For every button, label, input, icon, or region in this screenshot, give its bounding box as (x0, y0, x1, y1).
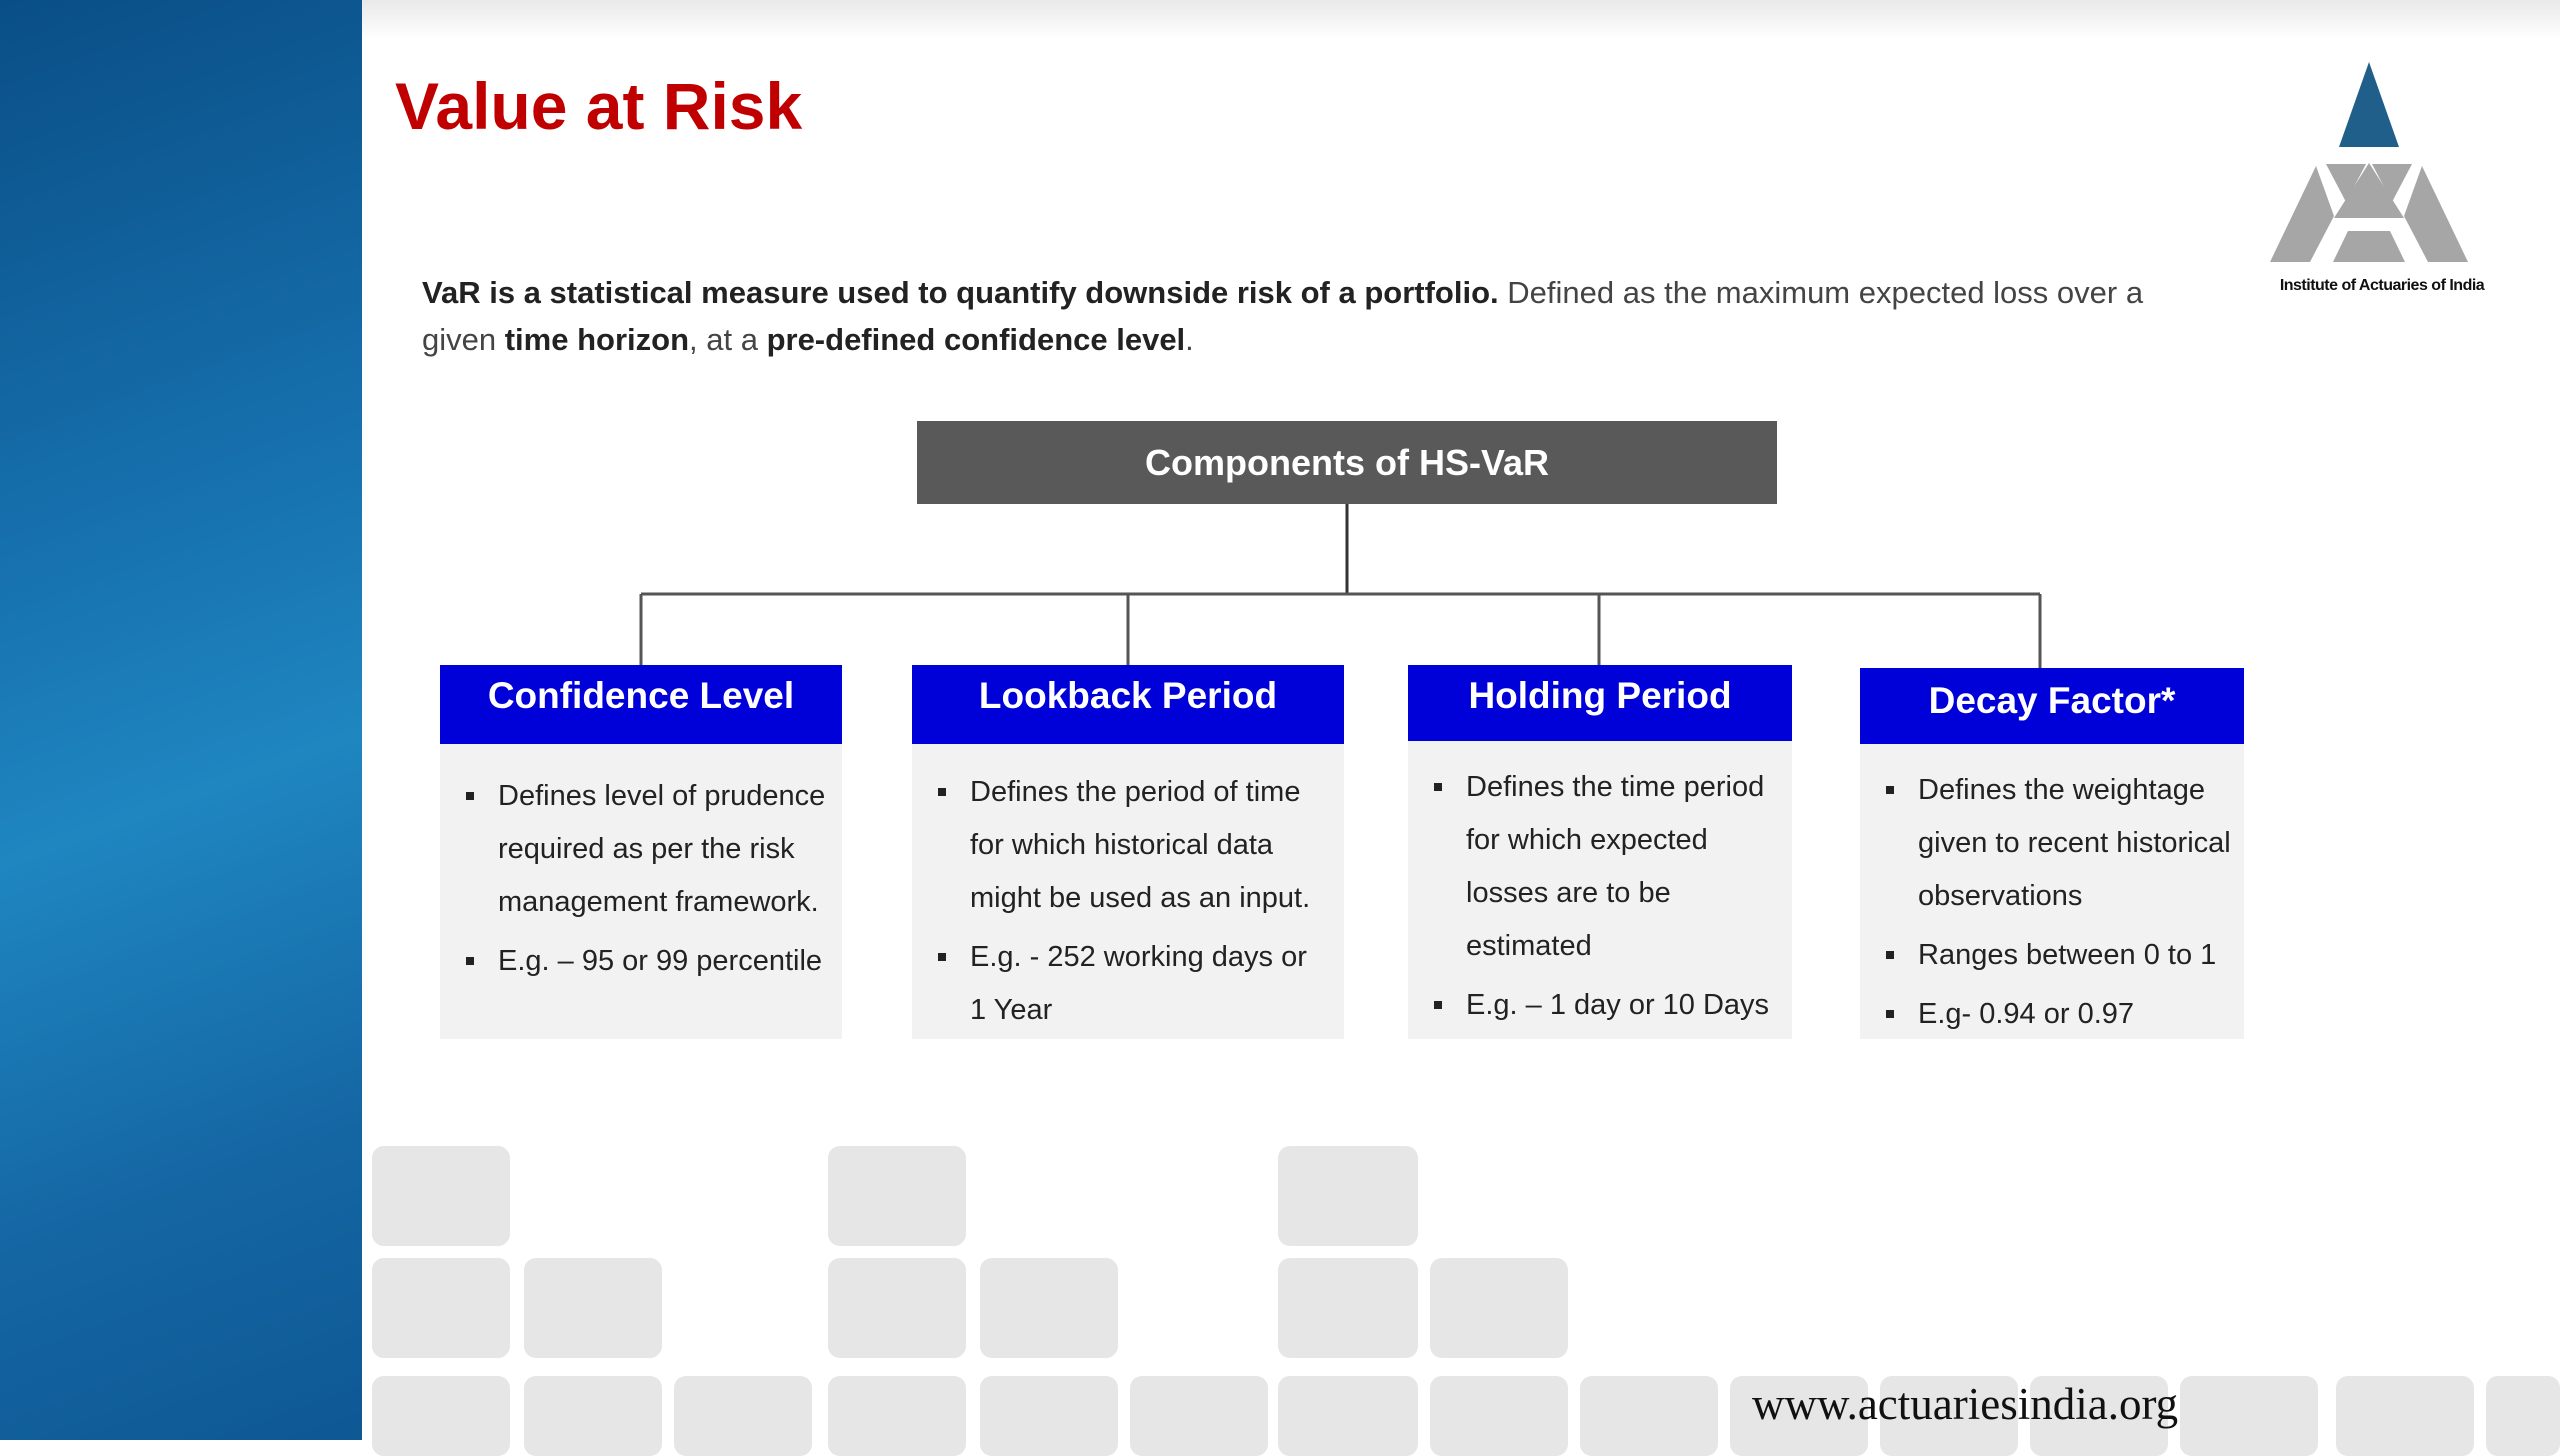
intro-text: , at a (689, 322, 767, 357)
slide-title: Value at Risk (395, 69, 803, 143)
diagram-root-node: Components of HS-VaR (917, 421, 1777, 504)
footer-website-url[interactable]: www.actuariesindia.org (1752, 1379, 2179, 1429)
component-bullet: E.g. - 252 working days or 1 Year (922, 931, 1330, 1037)
logo-caption: Institute of Actuaries of India (2279, 277, 2485, 294)
component-header-confidence-level: Confidence Level (440, 665, 842, 744)
component-bullet: Defines the weightage given to recent historical observations (1870, 764, 2234, 923)
component-bullet: E.g. – 95 or 99 percentile (450, 935, 832, 988)
component-header-holding-period: Holding Period (1408, 665, 1792, 741)
component-bullet: Defines the period of time for which historical data might be used as an input. (922, 766, 1330, 925)
intro-bold-time-horizon: time horizon (504, 322, 690, 357)
component-bullet: Ranges between 0 to 1 (1870, 929, 2234, 982)
intro-bold-confidence: pre-defined confidence level (766, 322, 1186, 357)
intro-text: Defined as the maximum expected loss over a given (422, 275, 2144, 357)
component-bullet: E.g. – 1 day or 10 Days (1418, 979, 1782, 1032)
component-body-decay-factor (1860, 744, 2244, 1039)
component-header-decay-factor: Decay Factor* (1860, 668, 2244, 744)
component-bullet: Defines the time period for which expected losses are to be estimated (1418, 761, 1782, 973)
component-body-holding-period (1408, 741, 1792, 1039)
intro-bold-definition: VaR is a statistical measure used to quantify downside risk of a portfolio. (422, 275, 1499, 310)
component-bullet: Defines level of prudence required as per the risk management framework. (450, 770, 832, 929)
component-body-confidence-level (440, 744, 842, 1039)
component-header-lookback-period: Lookback Period (912, 665, 1344, 744)
component-body-lookback-period (912, 744, 1344, 1039)
component-bullet: E.g- 0.94 or 0.97 (1870, 988, 2234, 1041)
intro-text: . (1185, 322, 1194, 357)
